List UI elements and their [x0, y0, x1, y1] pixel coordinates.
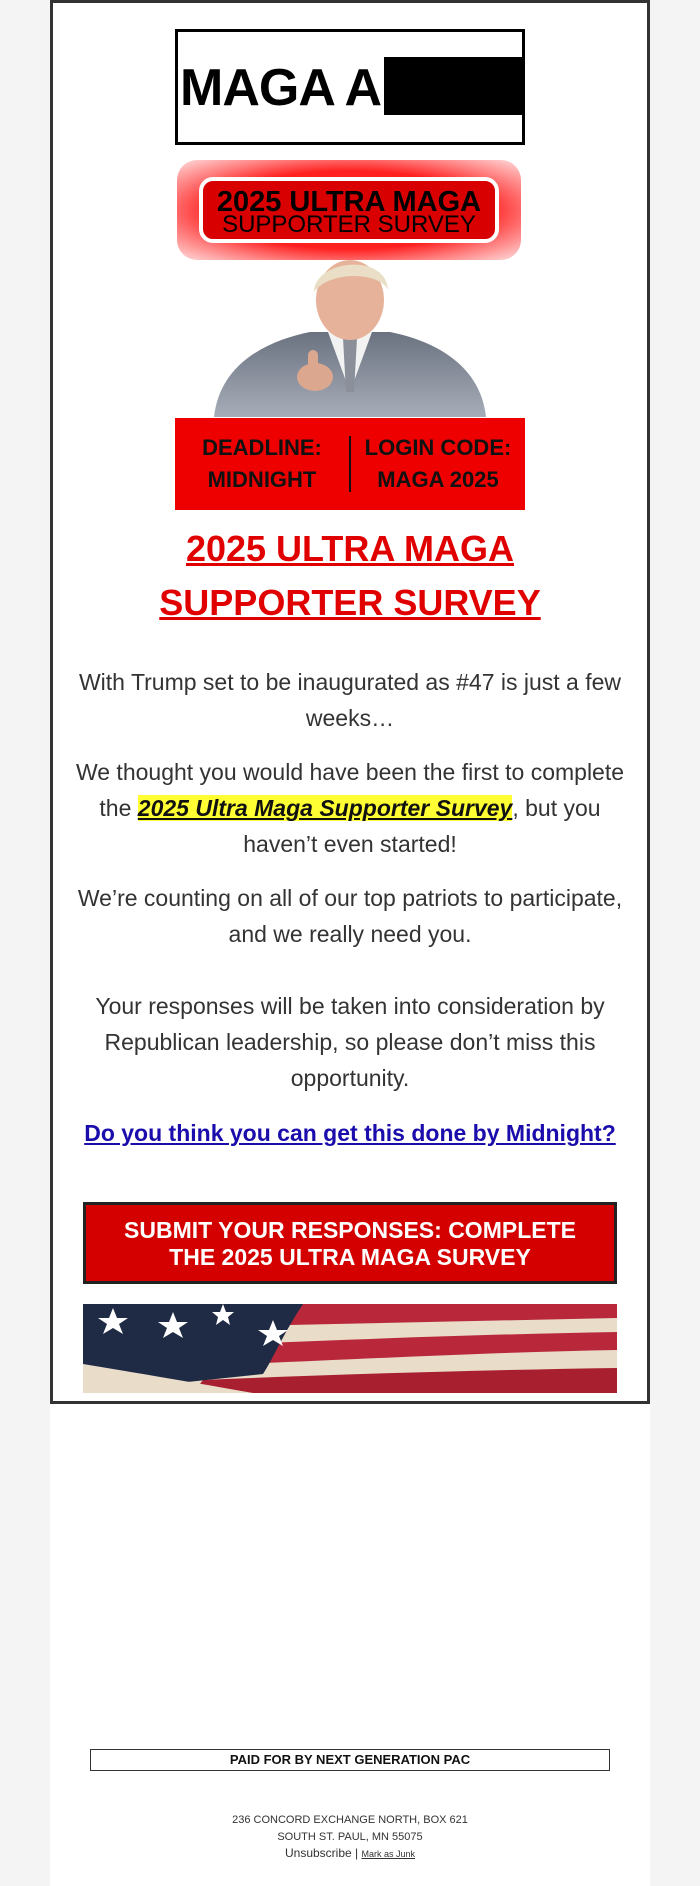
deadline-label: DEADLINE:: [202, 435, 322, 460]
footer-separator: |: [351, 1846, 362, 1860]
american-flag-image: [83, 1304, 617, 1393]
login-code-value: MAGA 2025: [377, 467, 499, 492]
address-line-1: 236 CONCORD EXCHANGE NORTH, BOX 621: [232, 1814, 468, 1826]
body-paragraph-3: We’re counting on all of our top patriots to participate, and we really need you.: [77, 885, 623, 947]
body-paragraph-2: [75, 754, 625, 862]
headline-line-1: 2025 ULTRA MAGA: [185, 528, 515, 569]
p2-text-before: We thought you would have been the first to complete the: [75, 759, 625, 821]
body-paragraph-4: Your responses will be taken into consideration by Republican leadership, so please don’t miss this opportunity.: [95, 993, 605, 1091]
headline-line-2: SUPPORTER SURVEY: [159, 582, 541, 623]
deadline-banner: [175, 418, 525, 510]
survey-name-highlight: 2025 Ultra Maga Supporter Survey: [137, 795, 513, 821]
mark-as-junk-link[interactable]: Mark as Junk: [361, 1849, 416, 1859]
person-pointing-image: [210, 252, 490, 417]
logo-text: MAGA A: [180, 59, 382, 117]
survey-headline: [75, 522, 625, 630]
deadline-link[interactable]: Do you think you can get this done by Midnight?: [84, 1120, 616, 1146]
badge-line-2: SUPPORTER SURVEY: [222, 211, 476, 238]
logo-redaction: [384, 57, 524, 115]
logo-box: [175, 29, 525, 145]
paid-for-disclaimer: PAID FOR BY NEXT GENERATION PAC: [90, 1749, 610, 1771]
unsubscribe-link[interactable]: Unsubscribe: [284, 1846, 352, 1860]
body-paragraph-1: With Trump set to be inaugurated as #47 is just a few weeks…: [78, 669, 622, 731]
login-code-label: LOGIN CODE:: [364, 435, 512, 460]
badge-line-1: 2025 ULTRA MAGA: [216, 186, 482, 218]
deadline-block: [175, 432, 349, 496]
footer-links: [90, 1845, 610, 1863]
survey-badge: [177, 160, 521, 260]
button-line-1: SUBMIT YOUR RESPONSES: COMPLETE: [124, 1217, 576, 1243]
submit-survey-button[interactable]: [83, 1202, 617, 1284]
survey-badge-inner: [199, 177, 499, 243]
button-line-2: THE 2025 ULTRA MAGA SURVEY: [169, 1244, 531, 1270]
deadline-value: MIDNIGHT: [207, 467, 317, 492]
login-code-block: [351, 432, 525, 496]
address-line-2: SOUTH ST. PAUL, MN 55075: [277, 1831, 423, 1843]
p2-text-after: , but you haven’t even started!: [243, 795, 601, 857]
